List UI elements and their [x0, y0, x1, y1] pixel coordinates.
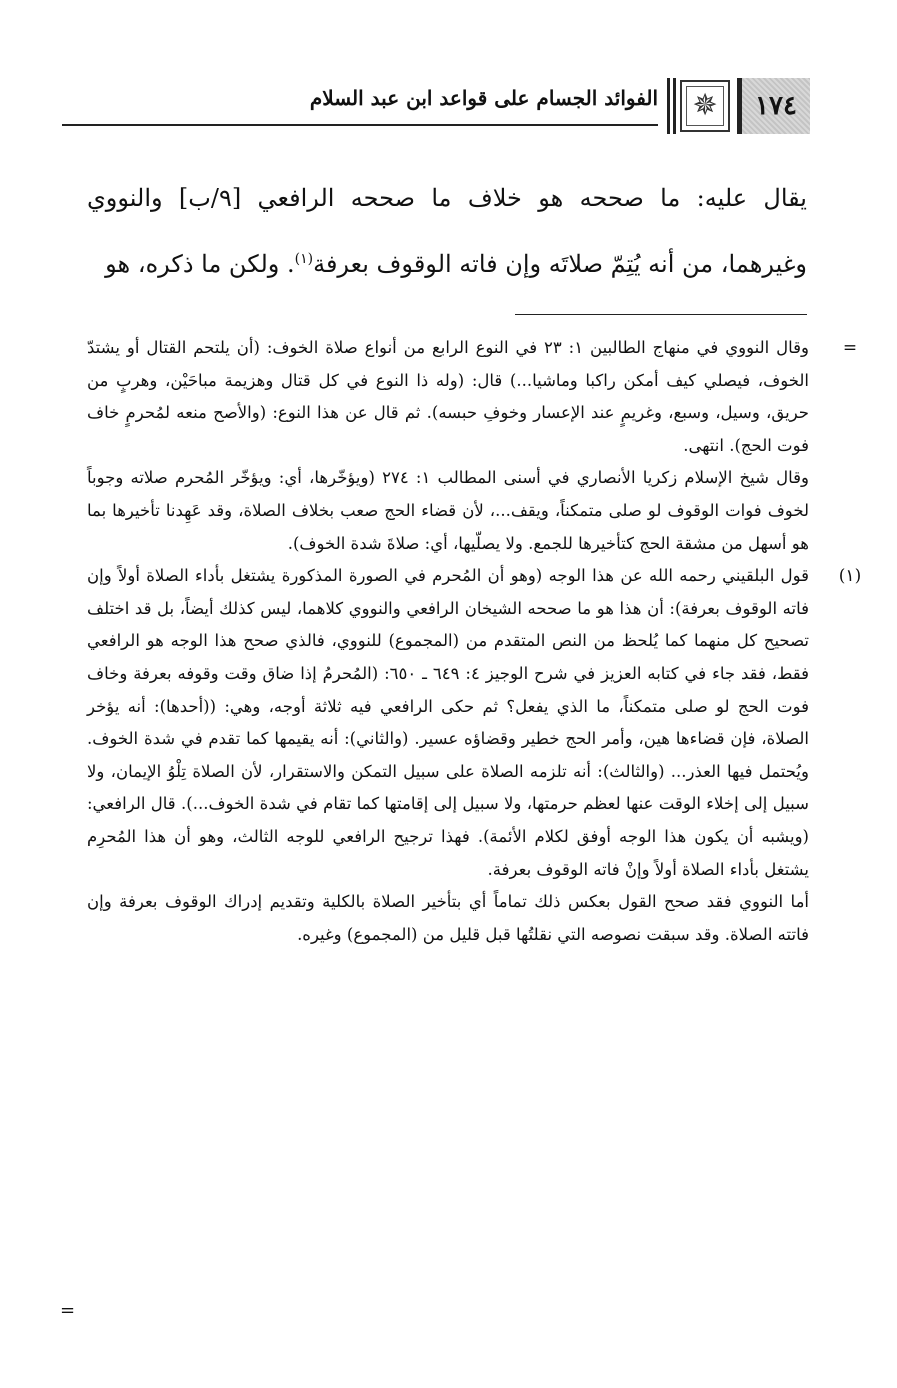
main-text — [87, 165, 807, 297]
header-bar — [737, 78, 740, 134]
footnote-1-marker: (١) — [838, 566, 862, 587]
main-paragraph — [87, 165, 807, 297]
footnote-paragraph: وقال النووي في منهاج الطالبين ١: ٢٣ في النوع الرابع من أنواع صلاة الخوف: (أن يلتحم القتال أو يشتدّ الخوف، فيصلي كيف أمكن راكبا وماشيا...) قال: (وله ذا النوع في كل قتال وهزيمة مباحَيْن، وهربٍ من حريق، وسيل، وسبع، وغريمٍ عند الإعسار وخوفِ حبسه). ثم قال عن هذا النوع: (والأصح منعه لمُحرمٍ خاف فوت الحج). انتهى. — [87, 338, 809, 455]
header-rule — [62, 124, 658, 126]
footnote-1 — [87, 560, 862, 951]
footnote-paragraph: قول البلقيني رحمه الله عن هذا الوجه (وهو أن المُحرم في الصورة المذكورة يشتغل بأداء الصلاة أولاً وإن فاته الوقوف بعرفة): أن هذا هو ما صححه الشيخان الرافعي والنووي كلاهما، ليس كذلك أيضاً، بل قد اختلف تصحيح كل منهما كما يُلحظ من النص المتقدم من (المجموع) للنووي، فالذي صحح هذا الوجه هو الرافعي فقط، فقد جاء في كتابه العزيز في شرح الوجيز ٤: ٦٤٩ ـ ٦٥٠: (المُحرمُ إذا ضاق وقت وقوفه بعرفة وخاف فوت الحج لو صلى متمكناً، ما الذي يفعل؟ ثم حكى الرافعي فيه ثلاثة أوجه، وهي: ((أحدها): أنه يؤخر الصلاة، فإن قضاءها هين، وأمر الحج خطير وقضاؤه عسير. (والثاني): أنه يقيمها كما تقدم في شدة الخوف. ويُحتمل فيها العذر... (والثالث): أنه تلزمه الصلاة على سبيل التمكن والاستقرار، لأن الصلاة تِلْوُ الإيمان، ولا سبيل إلى إخلاء الوقت عنها لعظم حرمتها، ولا سبيل إلى إقامتها كما تقام في شدة الخوف...). قال الرافعي: (ويشبه أن يكون هذا الوجه أوفق لكلام الأئمة). فهذا ترجيح الرافعي للوجه الثالث، وهو أن هذا المُحرِم يشتغل بأداء الصلاة أولاً وإنْ فاته الوقوف بعرفة. — [87, 566, 809, 879]
footnotes — [87, 332, 862, 951]
header-bar — [673, 78, 676, 134]
footnote-divider — [515, 314, 807, 315]
book-title: الفوائد الجسام على قواعد ابن عبد السلام — [309, 86, 658, 110]
footnote-paragraph: وقال شيخ الإسلام زكريا الأنصاري في أسنى المطالب ١: ٢٧٤ (ويؤخّرها، أي: ويؤخّر المُحرم صلاته وجوباً لخوف فوات الوقوف لو صلى متمكناً، ويقف...، لأن قضاء الحج صعب بخلاف الصلاة، وقد عَهِدنا تأخيرها بما هو أسهل من مشقة الحج كتأخيرها للجمع. ولا يصلّيها، أي: صلاةَ شدة الخوف). — [87, 468, 809, 553]
continuation-end-marker: = — [60, 1300, 76, 1321]
footnote-paragraph: أما النووي فقد صحح القول بعكس ذلك تماماً أي بتأخير الصلاة بالكلية وتقديم إدراك الوقوف بعرفة وإن فاتته الصلاة. وقد سبقت نصوصه التي نقلتُها قبل قليل من (المجموع) وغيره. — [87, 892, 809, 944]
main-text-part2: . ولكن ما ذكره، هو — [105, 250, 295, 278]
continuation-marker: = — [842, 338, 858, 358]
footnote-continuation — [87, 332, 858, 560]
header-bar — [667, 78, 670, 134]
footnote-reference: (١) — [294, 251, 314, 267]
ornament-icon — [680, 80, 730, 132]
page-header — [62, 78, 810, 134]
star-ornament-icon: ✵ — [692, 88, 718, 123]
page-number: ١٧٤ — [739, 78, 810, 134]
main-text-part1: يقال عليه: ما صححه هو خلاف ما صححه الرافعي [٩/ب] والنووي وغيرهما، من أنه يُتِمّ صلاتَه وإن فاته الوقوف بعرفة — [87, 184, 807, 278]
